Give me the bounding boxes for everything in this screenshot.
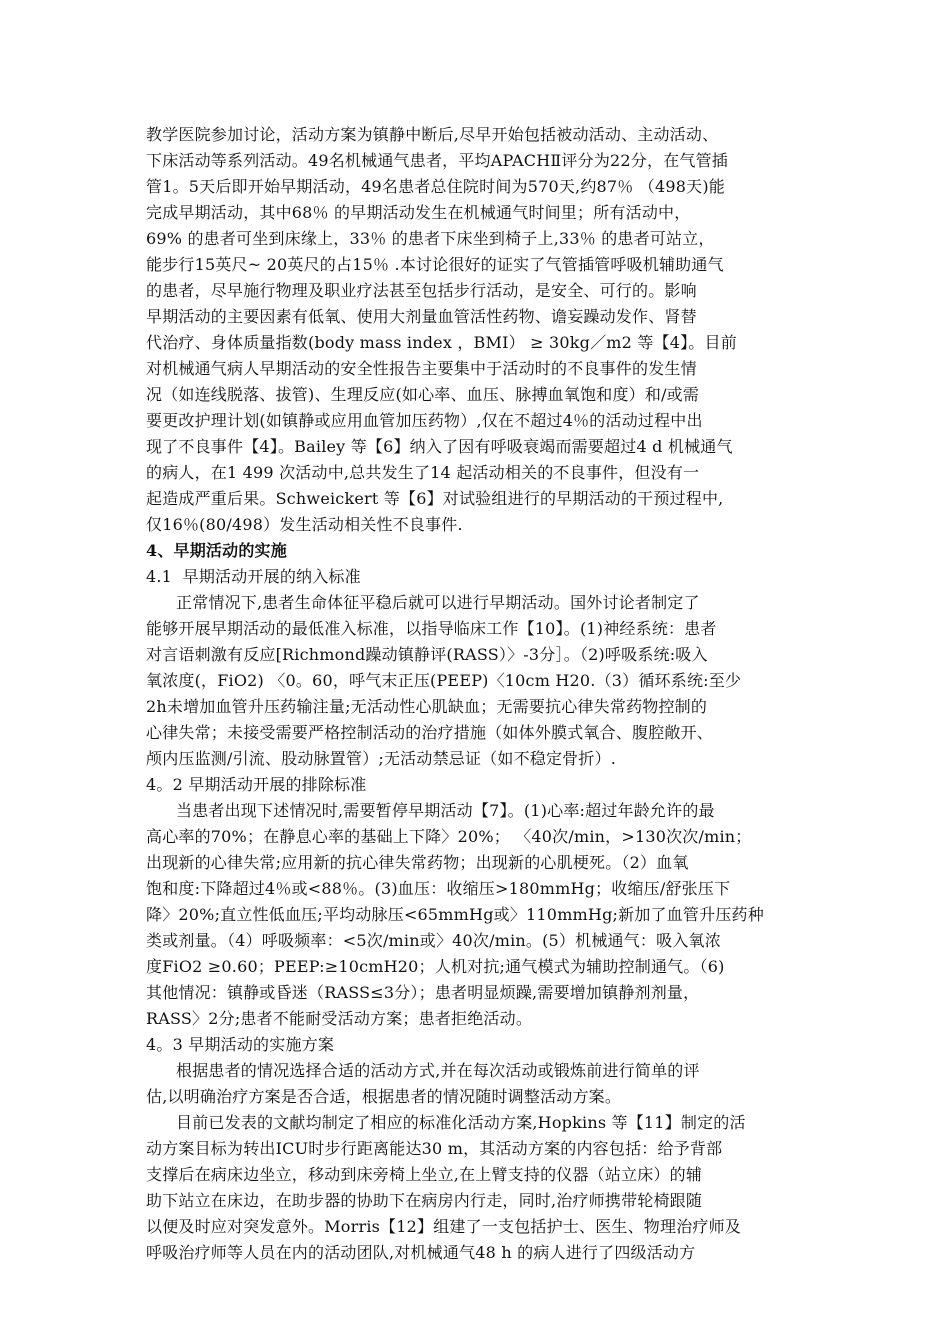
text-line: 4。2 早期活动开展的排除标准 — [146, 775, 367, 794]
text-line: 起造成严重后果。Schweickert 等【6】对试验组进行的早期活动的干预过程中, — [146, 489, 724, 508]
text-line: 早期活动的主要因素有低氧、使用大剂量血管活性药物、谵妄躁动发作、肾替 — [146, 307, 697, 326]
text-line: 况（如连线脱落、拔管)、生理反应(如心率、血压、脉搏血氧饱和度）和/或需 — [146, 385, 700, 404]
text-line: 仅16％(80/498）发生活动相关性不良事件. — [146, 515, 463, 534]
text-line: 现了不良事件【4】。Bailey 等【6】纳入了因有呼吸衰竭而需要超过4 d 机械通气 — [146, 437, 733, 456]
text-line: 管1。5天后即开始早期活动，49名患者总住院时间为570天,约87％ （498天)能 — [146, 177, 725, 196]
text-line: 高心率的70%；在静息心率的基础上下降〉20%； 〈40次/min，>130次次/min； — [146, 827, 752, 846]
text-line: 代治疗、身体质量指数(body mass index ，BMI） ≥ 30kg／m2 等【4】。目前 — [146, 333, 737, 352]
text-line: 正常情况下,患者生命体征平稳后就可以进行早期活动。国外讨论者制定了 — [176, 593, 700, 612]
text-line: 能够开展早期活动的最低准入标准，以指导临床工作【10】。(1)神经系统：患者 — [146, 619, 717, 638]
text-line: RASS〉2分;患者不能耐受活动方案；患者拒绝活动。 — [146, 1009, 533, 1028]
section-heading: 4、早期活动的实施 — [146, 541, 287, 560]
text-line: 出现新的心律失常;应用新的抗心律失常药物；出现新的心肌梗死。（2）血氧 — [146, 853, 689, 872]
text-line: 支撑后在病床边坐立，移动到床旁椅上坐立,在上臂支持的仪器（站立床）的辅 — [146, 1165, 703, 1184]
text-line: 氧浓度(，FiO2) 〈0。60，呼气末正压(PEEP)〈10cm H20.（3）循环系统:至少 — [146, 671, 742, 690]
text-line: 动方案目标为转出ICU时步行距离能达30 m，其活动方案的内容包括：给予背部 — [146, 1139, 723, 1158]
text-line: 助下站立在床边，在助步器的协助下在病房内行走，同时,治疗师携带轮椅跟随 — [146, 1191, 703, 1210]
text-line: 要更改护理计划(如镇静或应用血管加压药物）,仅在不超过4％的活动过程中出 — [146, 411, 703, 430]
text-line: 当患者出现下述情况时,需要暂停早期活动【7】。(1)心率:超过年龄允许的最 — [176, 801, 715, 820]
text-line: 目前已发表的文献均制定了相应的标准化活动方案,Hopkins 等【11】制定的活 — [176, 1113, 746, 1132]
text-line: 的病人，在1 499 次活动中,总共发生了14 起活动相关的不良事件，但没有一 — [146, 463, 700, 482]
text-line: 完成早期活动，其中68％ 的早期活动发生在机械通气时间里；所有活动中， — [146, 203, 691, 222]
text-line: 其他情况：镇静或昏迷（RASS≤3分）；患者明显烦躁,需要增加镇静剂剂量， — [146, 983, 700, 1002]
text-line: 根据患者的情况选择合适的活动方式,并在每次活动或锻炼前进行简单的评 — [176, 1061, 700, 1080]
text-line: 能步行15英尺~ 20英尺的占15％ .本讨论很好的证实了气管插管呼吸机辅助通气 — [146, 255, 724, 274]
text-line: 的患者，尽早施行物理及职业疗法甚至包括步行活动，是安全、可行的。影响 — [146, 281, 697, 300]
text-line: 4。3 早期活动的实施方案 — [146, 1035, 335, 1054]
text-line: 以便及时应对突发意外。Morris【12】组建了一支包括护士、医生、物理治疗师及 — [146, 1217, 742, 1236]
text-line: 4.1 早期活动开展的纳入标准 — [146, 567, 361, 586]
text-line: 2h未增加血管升压药输注量;无活动性心肌缺血；无需要抗心律失常药物控制的 — [146, 697, 708, 716]
text-line: 颅内压监测/引流、股动脉置管）;无活动禁忌证（如不稳定骨折）. — [146, 749, 617, 768]
text-line: 对言语刺激有反应[Richmond躁动镇静评(RASS）〉-3分］。（2)呼吸系统:吸入 — [146, 645, 708, 664]
text-line: 对机械通气病人早期活动的安全性报告主要集中于活动时的不良事件的发生情 — [146, 359, 697, 378]
text-line: 度FiO2 ≥0.60；PEEP:≥10cmH20；人机对抗;通气模式为辅助控制通气。（6) — [146, 957, 725, 976]
text-line: 心律失常；未接受需要严格控制活动的治疗措施（如体外膜式氧合、腹腔敞开、 — [146, 723, 714, 742]
text-line: 类或剂量。（4）呼吸频率：<5次/min或〉40次/min。(5）机械通气：吸入氧浓 — [146, 931, 721, 950]
text-line: 饱和度:下降超过4％或<88％。(3)血压：收缩压>180mmHg；收缩压/舒张压下 — [146, 879, 731, 898]
text-line: 69% 的患者可坐到床缘上，33％ 的患者下床坐到椅子上,33％ 的患者可站立， — [146, 229, 715, 248]
text-line: 降〉20%;直立性低血压;平均动脉压<65mmHg或〉110mmHg;新加了血管升压药种 — [146, 905, 764, 924]
text-line: 估,以明确治疗方案是否合适，根据患者的情况随时调整活动方案。 — [146, 1087, 622, 1106]
text-line: 呼吸治疗师等人员在内的活动团队,对机械通气48 h 的病人进行了四级活动方 — [146, 1243, 696, 1262]
text-line: 教学医院参加讨论，活动方案为镇静中断后,尽早开始包括被动活动、主动活动、 — [146, 125, 719, 144]
text-line: 下床活动等系列活动。49名机械通气患者，平均APACHⅡ评分为22分，在气管插 — [146, 151, 728, 170]
